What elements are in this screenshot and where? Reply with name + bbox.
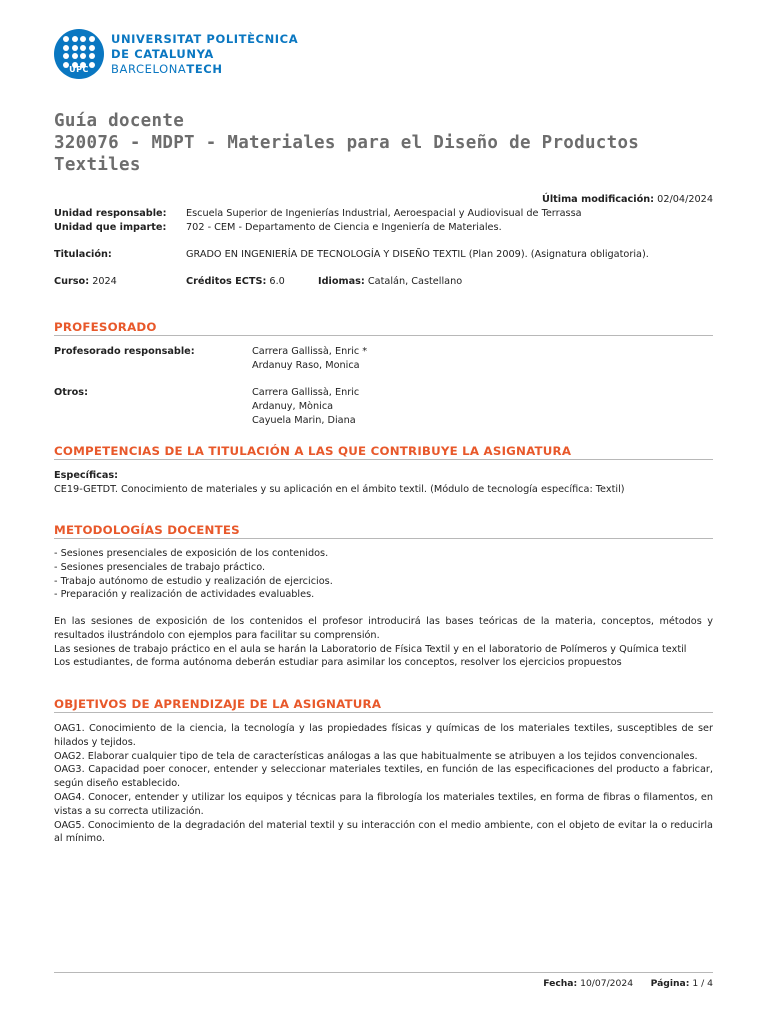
paragraph: En las sesiones de exposición de los contenidos el profesor introducirá las bases teóricas de la materia, conceptos, métodos y resultados ilustrándolo con ejemplos para facilitar su comprensión. <box>54 616 713 641</box>
page-title <box>54 110 639 176</box>
list-item: OAG4. Conocer, entender y utilizar los equipos y técnicas para la fibrología los materiales textiles, en forma de fibras o filamentos, en vistas a su correcta utilización. <box>54 791 713 817</box>
metodologias-list <box>54 547 713 602</box>
list-item: - Preparación y realización de actividades evaluables. <box>54 589 315 601</box>
paragraph: Las sesiones de trabajo práctico en el aula se harán la Laboratorio de Física Textil y en el laboratorio de Polímeros y Química textil <box>54 643 687 655</box>
title-line-1: Guía docente <box>54 111 185 131</box>
list-item: - Sesiones presenciales de exposición de los contenidos. <box>54 548 329 559</box>
last-modified <box>542 193 713 207</box>
footer-date-value: 10/07/2024 <box>580 978 634 989</box>
logo-line-3 <box>111 62 298 77</box>
logo-line-3b: TECH <box>186 61 223 76</box>
profesorado-responsable-list <box>252 345 367 373</box>
titulacion-label: Titulación: <box>54 249 112 260</box>
unidad-responsable-value: Escuela Superior de Ingenierías Industrial, Aeroespacial y Audiovisual de Terrassa <box>186 208 582 219</box>
page-footer <box>543 978 713 989</box>
metodologias-description <box>54 615 713 670</box>
profesor-item: Ardanuy Raso, Monica <box>252 359 360 371</box>
section-heading-objetivos: OBJETIVOS DE APRENDIZAJE DE LA ASIGNATURA <box>54 697 713 713</box>
logo-line-2: DE CATALUNYA <box>111 46 214 61</box>
curso-value: 2024 <box>92 276 117 287</box>
idiomas-label: Idiomas: <box>318 276 365 287</box>
upc-logo <box>54 29 298 79</box>
creditos-label: Créditos ECTS: <box>186 276 267 287</box>
unidad-imparte-value: 702 - CEM - Departamento de Ciencia e Ingeniería de Materiales. <box>186 222 502 233</box>
footer-page-label: Página: <box>650 978 690 989</box>
creditos-value: 6.0 <box>269 276 285 287</box>
logo-wordmark <box>111 32 298 77</box>
competencias-subheading: Específicas: <box>54 470 119 481</box>
profesor-item: Ardanuy, Mònica <box>252 400 334 412</box>
objetivos-list <box>54 722 713 846</box>
logo-badge-text: UPC <box>69 65 89 74</box>
profesorado-responsable-label: Profesorado responsable: <box>54 346 195 357</box>
upc-logo-badge <box>54 29 104 79</box>
footer-divider <box>54 972 713 973</box>
logo-dots-icon <box>63 36 95 68</box>
creditos <box>186 275 285 289</box>
curso <box>54 275 117 289</box>
competencias-text: CE19-GETDT. Conocimiento de materiales y su aplicación en el ámbito textil. (Módulo de tecnología específica: Textil) <box>54 484 625 495</box>
profesorado-otros-label: Otros: <box>54 387 88 398</box>
profesor-item: Carrera Gallissà, Enric * <box>252 346 368 357</box>
list-item: OAG5. Conocimiento de la degradación del material textil y su interacción con el medio ambiente, con el objeto de evitar la o reducirla al mínimo. <box>54 819 713 845</box>
list-item: - Sesiones presenciales de trabajo práctico. <box>54 561 266 573</box>
profesorado-otros-list <box>252 386 359 427</box>
list-item: OAG3. Capacidad poer conocer, entender y seleccionar materiales textiles, en función de las especificaciones del producto a fabricar, según diseño establecido. <box>54 764 713 790</box>
logo-line-3a: BARCELONA <box>111 61 187 76</box>
title-line-3: Textiles <box>54 155 141 175</box>
idiomas <box>318 275 462 289</box>
section-heading-competencias: COMPETENCIAS DE LA TITULACIÓN A LAS QUE CONTRIBUYE LA ASIGNATURA <box>54 444 713 460</box>
unidad-imparte-label: Unidad que imparte: <box>54 222 167 233</box>
unidad-responsable-label: Unidad responsable: <box>54 208 167 219</box>
section-heading-profesorado: PROFESORADO <box>54 320 713 336</box>
title-line-2: 320076 - MDPT - Materiales para el Diseño de Productos <box>54 133 640 153</box>
logo-line-1: UNIVERSITAT POLITÈCNICA <box>111 31 299 46</box>
titulacion-value: GRADO EN INGENIERÍA DE TECNOLOGÍA Y DISEÑO TEXTIL (Plan 2009). (Asignatura obligatoria). <box>186 249 649 260</box>
list-item: OAG1. Conocimiento de la ciencia, la tecnología y las propiedades físicas y químicas de los materiales textiles, susceptibles de ser hilados y tejidos. <box>54 723 713 748</box>
last-modified-value: 02/04/2024 <box>657 194 713 205</box>
idiomas-value: Catalán, Castellano <box>367 276 463 287</box>
footer-page-value: 1 / 4 <box>692 978 713 989</box>
profesor-item: Cayuela Marin, Diana <box>252 414 356 426</box>
section-heading-metodologias: METODOLOGÍAS DOCENTES <box>54 523 713 539</box>
footer-date-label: Fecha: <box>543 978 578 989</box>
last-modified-label: Última modificación: <box>541 194 655 205</box>
list-item: - Trabajo autónomo de estudio y realización de ejercicios. <box>54 575 333 587</box>
paragraph: Los estudiantes, de forma autónoma deberán estudiar para asimilar los conceptos, resolver los ejercicios propuestos <box>54 657 622 669</box>
list-item: OAG2. Elaborar cualquier tipo de tela de características análogas a las que habitualmente se atribuyen a los tejidos convencionales. <box>54 750 698 762</box>
curso-label: Curso: <box>54 276 90 287</box>
profesor-item: Carrera Gallissà, Enric <box>252 387 360 398</box>
